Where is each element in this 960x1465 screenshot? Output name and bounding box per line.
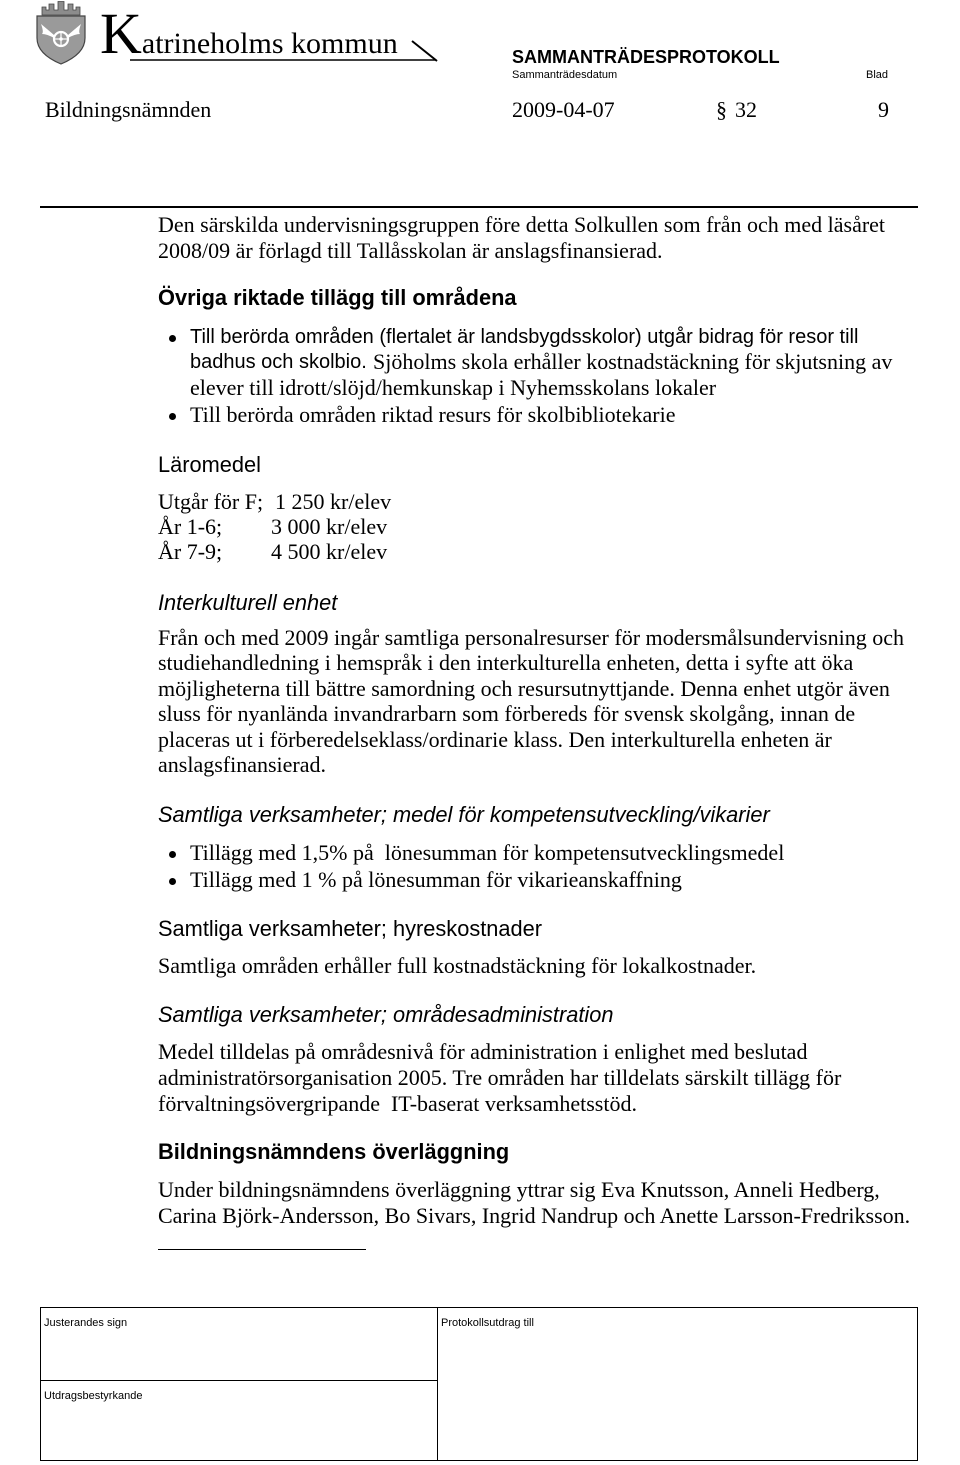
bullet-line: elever till idrott/slöjd/hemkunskap i Nyhemsskolans lokaler [190,375,717,400]
section-heading-kompetens: Samtliga verksamheter; medel för kompetensutveckling/vikarier [158,802,770,827]
paragraph-line: möjligheterna till bättre samordning och resursutnyttjande. Denna enhet utgör även [158,676,890,701]
bullet-line: Tillägg med 1,5% på lönesumman för kompetensutvecklingsmedel [190,840,785,865]
paragraph-line: administratörsorganisation 2005. Tre områden har tilldelats särskilt tillägg för [158,1065,842,1090]
bullet-icon [169,878,176,885]
date-label: Sammanträdesdatum [512,69,618,81]
committee-name: Bildningsnämnden [45,97,212,122]
section-heading-riktade: Övriga riktade tillägg till områdena [158,285,517,310]
logo-underline [100,0,445,66]
section-heading-laromedel: Läromedel [158,452,261,477]
paragraph-line: Medel tilldelas på områdesnivå för administration i enlighet med beslutad [158,1039,808,1064]
end-rule [158,1249,366,1250]
rate-value: 1 250 kr/elev [275,489,392,514]
footer-signature-box [40,1307,918,1461]
bullet-icon [169,335,176,342]
bullet-line: Sjöholms skola erhåller kostnadstäckning för skjutsning av [373,349,893,374]
bullet-line: Tillägg med 1 % på lönesumman för vikarieanskaffning [190,867,682,892]
rate-value: 3 000 kr/elev [271,514,388,539]
rate-label: År 1-6; [158,514,223,539]
page-number: 9 [878,97,889,122]
section-heading-hyres: Samtliga verksamheter; hyreskostnader [158,916,543,941]
intro-line: Den särskilda undervisningsgruppen före detta Solkullen som från och med läsåret [158,212,886,237]
section-heading-interkulturell: Interkulturell enhet [158,590,338,615]
extract-to-label: Protokollsutdrag till [441,1317,534,1329]
paragraph-line: Under bildningsnämndens överläggning yttrar sig Eva Knutsson, Anneli Hedberg, [158,1177,880,1202]
bullet-line: Till berörda områden riktad resurs för skolbibliotekarie [190,402,676,427]
rate-label: Utgår för F; [158,489,264,514]
bullet-line: badhus och skolbio. [190,351,367,373]
bullet-line: Till berörda områden (flertalet är landsbygdsskolor) utgår bidrag för resor till [190,326,859,348]
intro-line: 2008/09 är förlagd till Tallåsskolan är anslagsfinansierad. [158,238,663,263]
paragraph-line: Carina Björk-Andersson, Bo Sivars, Ingrid Nandrup och Anette Larsson-Fredriksson. [158,1203,911,1228]
paragraph-line: förvaltningsövergripande IT-baserat verksamhetsstöd. [158,1091,637,1116]
meeting-date: 2009-04-07 [512,97,615,122]
signature-label: Justerandes sign [44,1317,128,1329]
document-type: SAMMANTRÄDESPROTOKOLL [512,47,780,67]
footer-horizontal-divider [40,1380,438,1381]
paragraph-line: Från och med 2009 ingår samtliga personalresurser för modersmålsundervisning och [158,625,904,650]
section-number: 32 [735,97,757,122]
section-heading-admin: Samtliga verksamheter; områdesadministration [158,1002,614,1027]
paragraph-line: placeras ut i förberedelseklass/ordinarie klass. Den interkulturella enheten är [158,727,832,752]
section-sign: § [716,97,727,122]
paragraph-line: sluss för nyanlända invandrarbarn som förbereds för svensk skolgång, innan de [158,701,856,726]
certification-label: Utdragsbestyrkande [44,1390,143,1402]
paragraph-line: Samtliga områden erhåller full kostnadstäckning för lokalkostnader. [158,953,757,978]
paragraph-line: anslagsfinansierad. [158,752,326,777]
paragraph-line: studiehandledning i hemspråk i den interkulturella enheten, detta i syfte att öka [158,650,854,675]
coat-of-arms-icon [30,0,92,66]
bullet-icon [169,413,176,420]
header-rule [40,206,918,208]
rate-value: 4 500 kr/elev [271,539,388,564]
footer-vertical-divider [437,1307,438,1461]
bullet-icon [169,851,176,858]
page-label: Blad [866,69,889,81]
logo-wordmark: Katrineholms kommun [100,1,398,66]
section-heading-overlaggning: Bildningsnämndens överläggning [158,1139,510,1164]
rate-label: År 7-9; [158,539,223,564]
